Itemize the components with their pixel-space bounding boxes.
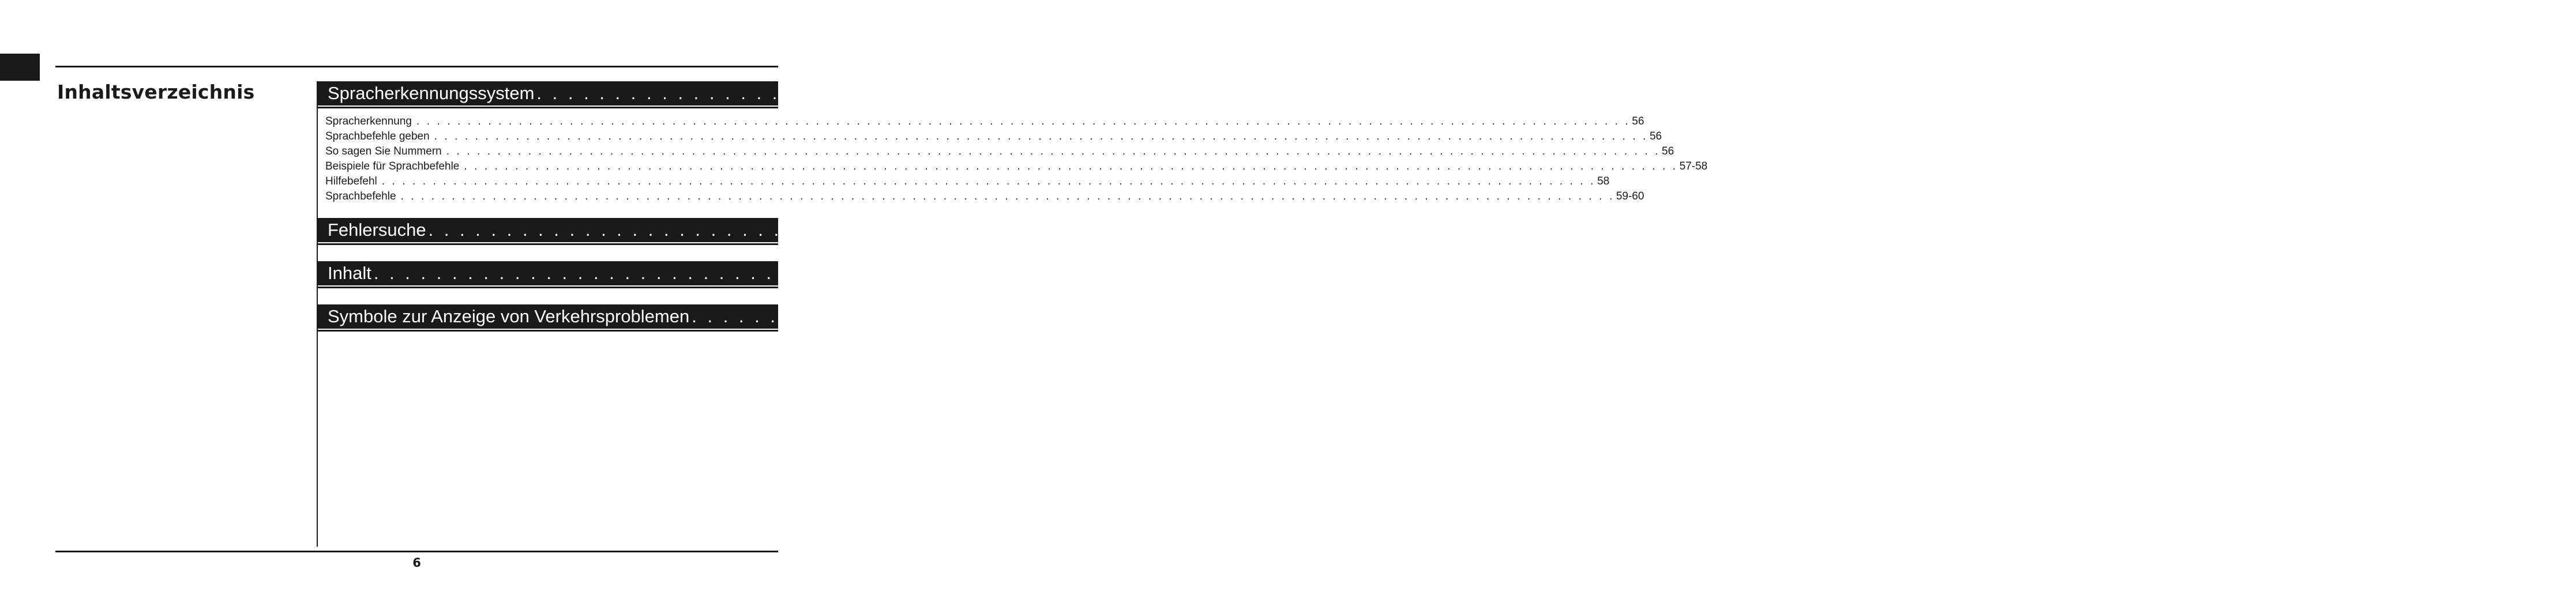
footer-rule	[55, 551, 778, 552]
toc-entry-page: 57-58	[1679, 160, 1708, 172]
section-pages: 64	[2556, 306, 2576, 326]
dot-leader: . . . . . . . . . . . . . . . . . . . . . . . . . . . . . . . . . . . . . . . . . . . . . . . . . . . . . . . . . . . . . . . . . . . . . . . . . . . . . . . . . . . . . . . . . . . . . . . . . . . . . . . . . . . . . . . . . . . . . . .	[381, 175, 1596, 187]
toc-entry-label: Hilfebefehl	[325, 175, 377, 187]
dot-leader: . . . . . . . . . . . . . . . . . . . . . . . . . . . . . . . . . . . . . . . . . . . . . . . . . . . . . . . . . . . . . . . . . . . . . . . . . . . . . . . . . . . . . . . . . . . . . . . . . . . . . . . . . . . . . . . . . . . . . . .	[400, 190, 1614, 202]
section-pages: 61-62	[2292, 220, 2339, 240]
toc-entry-label: Sprachbefehle geben	[325, 130, 430, 142]
toc-entry-label: So sagen Sie Nummern	[325, 145, 442, 157]
dot-leader: . . . . . . . . . . . . . . . . . . . . . . . . . . . . . . . . . . . . . . . . . . . . . . . . . . . . . . . . . . . . . . . . . . . . . . . . . . . . . . . . . . . . . . . . . . . . . . . . . . . . . . . . . . . . . . . . . . . . . . .	[428, 220, 2289, 240]
toc-entry-label: Beispiele für Sprachbefehle	[325, 160, 460, 172]
toc-entry[interactable]	[325, 129, 1662, 144]
dot-leader: . . . . . . . . . . . . . . . . . . . . . . . . . . . . . . . . . . . . . . . . . . . . . . . . . . . . . . . . . . . . . . . . . . . . . . . . . . . . . . . . . . . . . . . . . . . . . . . . . . . . . . . . . . . . . . . . . . . . . . .	[446, 145, 1660, 157]
dot-leader: . . . . . . . . . . . . . . . . . . . . . . . . . . . . . . . . . . . . . . . . . . . . . . . . . . . . . . . . . . . . . . . . . . . . . . . . . . . . . . . . . . . . . . . . . . . . . . . . . . . . . . . . . . . . . . . . . . . . . . .	[464, 160, 1678, 172]
toc-entry-page: 58	[1597, 175, 1610, 187]
toc-entry-page: 56	[1632, 115, 1644, 127]
section-title: Inhalt	[328, 263, 371, 283]
chapter-tab-marker	[0, 54, 40, 81]
section-title: Symbole zur Anzeige von Verkehrsproblemen	[328, 306, 690, 326]
section-pages: 63	[2238, 263, 2258, 283]
section-bar-speech-recognition[interactable]	[318, 81, 2447, 106]
dot-leader: . . . . . . . . . . . . . . . . . . . . . . . . . . . . . . . . . . . . . . . . . . . . . . . . . . . . . . . . . . . . . . . . . . . . . . . . . . . . . . . . . . . . . . . . . . . . . . . . . . . . . . . . . . . . . . . . . . . . . . .	[416, 115, 1631, 127]
toc-entry[interactable]	[325, 144, 1674, 159]
toc-entry[interactable]	[325, 159, 1708, 174]
dot-leader: . . . . . . . . . . . . . . . . . . . . . . . . . . . . . . . . . . . . . . . . . . . . . . . . . . . . . . . . . . . . . . . . . . . . . . . . . . . . . . . . . . . . . . . . . . . . . . . . . . . . . . . . . . . . . . . . . . . . . . .	[536, 83, 2398, 103]
section-underline	[318, 107, 778, 108]
toc-entry[interactable]	[325, 174, 1610, 189]
section-bar-troubleshooting[interactable]	[318, 218, 2339, 242]
section-bar-traffic-symbols[interactable]	[318, 304, 2576, 329]
section-pages: 56-60	[2401, 83, 2447, 103]
section-underline	[318, 243, 778, 245]
subsection-list	[325, 114, 1708, 204]
section-underline	[318, 330, 778, 332]
section-title: Spracherkennungssystem	[328, 83, 535, 103]
page-number: 6	[412, 556, 421, 570]
toc-entry-page: 56	[1662, 145, 1674, 157]
dot-leader: . . . . . . . . . . . . . . . . . . . . . . . . . . . . . . . . . . . . . . . . . . . . . . . . . . . . . . . . . . . . . . . . . . . . . . . . . . . . . . . . . . . . . . . . . . . . . . . . . . . . . . . . . . . . . . . . . . . . . . .	[434, 130, 1648, 142]
toc-entry-page: 56	[1649, 130, 1662, 142]
section-underline	[318, 287, 778, 288]
toc-entry-label: Sprachbefehle	[325, 190, 396, 202]
toc-entry[interactable]	[325, 189, 1644, 204]
header-rule	[55, 66, 778, 67]
section-bar-contents[interactable]	[318, 261, 2258, 285]
toc-entry-label: Spracherkennung	[325, 115, 412, 127]
page-title: Inhaltsverzeichnis	[57, 81, 255, 103]
toc-entry-page: 59-60	[1616, 190, 1644, 202]
dot-leader: . . . . . . . . . . . . . . . . . . . . . . . . . . . . . . . . . . . . . . . . . . . . . . . . . . . . . . . . . . . . . . . . . . . . . . . . . . . . . . . . . . . . . . . . . . . . . . . . . . . . . . . . . . . . . . . . . . . . . . .	[692, 306, 2553, 326]
dot-leader: . . . . . . . . . . . . . . . . . . . . . . . . . . . . . . . . . . . . . . . . . . . . . . . . . . . . . . . . . . . . . . . . . . . . . . . . . . . . . . . . . . . . . . . . . . . . . . . . . . . . . . . . . . . . . . . . . . . . . . .	[373, 263, 2235, 283]
toc-entry[interactable]	[325, 114, 1644, 129]
section-title: Fehlersuche	[328, 220, 426, 240]
